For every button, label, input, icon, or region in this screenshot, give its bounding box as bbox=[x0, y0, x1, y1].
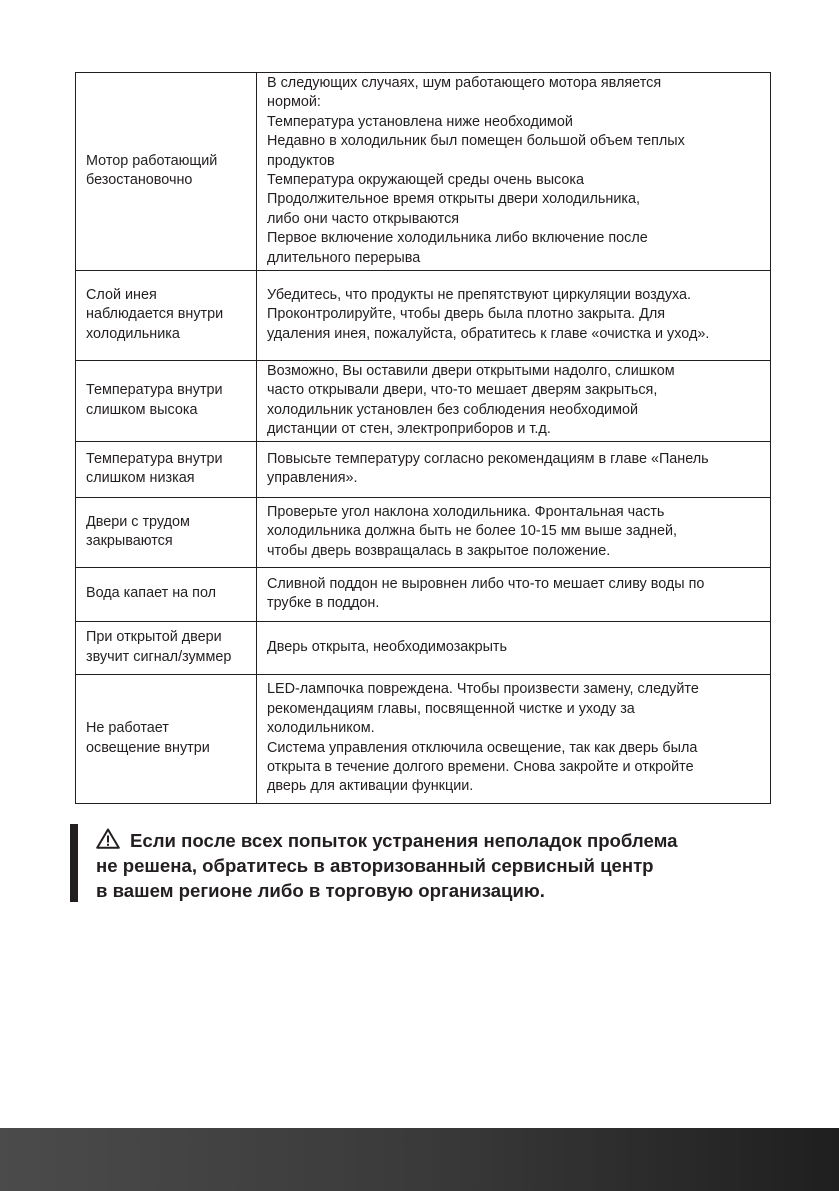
problem-cell: Мотор работающий безостановочно bbox=[76, 73, 257, 271]
solution-cell: Проверьте угол наклона холодильника. Фронтальная часть холодильника должна быть не более 10-15 мм выше задней, чтобы дверь возвращалась в закрытое положение. bbox=[257, 498, 771, 568]
warning-note bbox=[70, 824, 710, 902]
problem-cell: Слой инея наблюдается внутри холодильника bbox=[76, 271, 257, 361]
table-row bbox=[76, 568, 771, 622]
problem-cell: При открытой двери звучит сигнал/зуммер bbox=[76, 622, 257, 675]
table-row bbox=[76, 498, 771, 568]
note-text bbox=[96, 828, 716, 903]
table-row bbox=[76, 442, 771, 498]
note-accent-bar bbox=[70, 824, 78, 902]
footer-bar bbox=[0, 1128, 839, 1191]
table-row bbox=[76, 675, 771, 804]
problem-cell: Не работает освещение внутри bbox=[76, 675, 257, 804]
problem-cell: Вода капает на пол bbox=[76, 568, 257, 622]
solution-cell: LED-лампочка повреждена. Чтобы произвести замену, следуйте рекомендациям главы, посвященной чистке и уходу за холодильником. Система управления отключила освещение, так как дверь была открыта в течение долгого времени. Снова закройте и откройте дверь для активации функции. bbox=[257, 675, 771, 804]
problem-cell: Температура внутри слишком низкая bbox=[76, 442, 257, 498]
warning-icon bbox=[96, 828, 120, 849]
solution-cell: Убедитесь, что продукты не препятствуют циркуляции воздуха. Проконтролируйте, чтобы дверь была плотно закрыта. Для удаления инея, пожалуйста, обратитесь к главе «очистка и уход». bbox=[257, 271, 771, 361]
note-line: в вашем регионе либо в торговую организацию. bbox=[96, 880, 545, 901]
troubleshooting-table bbox=[75, 72, 771, 804]
problem-cell: Температура внутри слишком высока bbox=[76, 361, 257, 442]
solution-cell: Дверь открыта, необходимозакрыть bbox=[257, 622, 771, 675]
table-row bbox=[76, 361, 771, 442]
table-row bbox=[76, 73, 771, 271]
table-row bbox=[76, 271, 771, 361]
problem-cell: Двери с трудом закрываются bbox=[76, 498, 257, 568]
solution-cell: Повысьте температуру согласно рекомендациям в главе «Панель управления». bbox=[257, 442, 771, 498]
table-row bbox=[76, 622, 771, 675]
note-line: Если после всех попыток устранения неполадок проблема bbox=[96, 828, 716, 853]
solution-cell: Сливной поддон не выровнен либо что-то мешает сливу воды по трубке в поддон. bbox=[257, 568, 771, 622]
solution-cell: Возможно, Вы оставили двери открытыми надолго, слишком часто открывали двери, что-то мешает дверям закрыться, холодильник установлен без соблюдения необходимой дистанции от стен, электроприборов и т.д. bbox=[257, 361, 771, 442]
solution-cell: В следующих случаях, шум работающего мотора является нормой: Температура установлена ниже необходимой Недавно в холодильник был помещен большой объем теплых продуктов Температура окружающей среды очень высока Продолжительное время открыты двери холодильника, либо они часто открываются Первое включение холодильника либо включение после длительного перерыва bbox=[257, 73, 771, 271]
note-line: не решена, обратитесь в авторизованный сервисный центр bbox=[96, 855, 654, 876]
